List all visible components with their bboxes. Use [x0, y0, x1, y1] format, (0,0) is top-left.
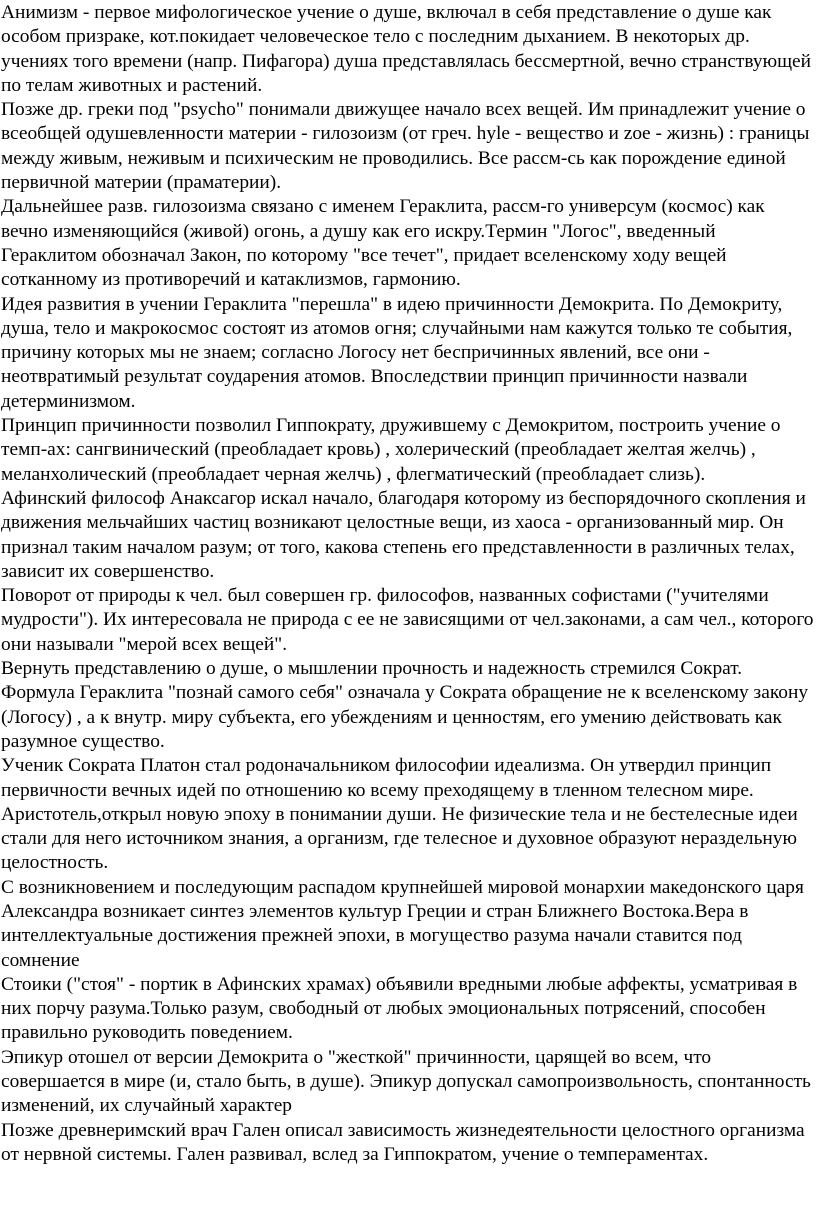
paragraph-socrates: Вернуть представлению о душе, о мышлении прочность и надежность стремился Сократ. Формула Гераклита "познай самого себя" означала у Сократа обращение не к вселенскому закону (Логосу) , а к внутр. миру субъекта, его убеждениям и ценностям, его умению действовать как разумное существо.	[1, 658, 809, 752]
paragraph-aristotle: Аристотель,открыл новую эпоху в понимании души. Не физические тела и не бестелесные идеи стали для него источником знания, а организм, где телесное и духовное образуют нераздельную целостность.	[1, 803, 798, 874]
paragraph-heraclitus: Дальнейшее разв. гилозоизма связано с именем Гераклита, рассм-го универсум (космос) как вечно изменяющийся (живой) огонь, а душу как его искру.Термин "Логос", введенный Гераклитом обозначал Закон, по которому "все течет", придает вселенскому ходу вещей сотканному из противоречий и катаклизмов, гармонию.	[1, 196, 765, 291]
paragraph-anaxagoras: Афинский философ Анаксагор искал начало, благодаря которому из беспорядочного скопления и движения мельчайших частиц возникают целостные вещи, из хаоса - организованный мир. Он признал таким началом разум; от того, какова степень его представленности в различных телах, зависит их совершенство.	[1, 487, 806, 582]
paragraph-stoics: Стоики ("стоя" - портик в Афинских храмах) объявили вредными любые аффекты, усматривая в них порчу разума.Только разум, свободный от любых эмоциональных потрясений, способен правильно руководить поведением.	[1, 973, 798, 1044]
paragraph-hellenism: С возникновением и последующим распадом крупнейшей мировой монархии македонского царя Александра возникает синтез элементов культур Греции и стран Ближнего Востока.Вера в интеллектуальные достижения прежней эпохи, в могущество разума начали ставится под сомнение	[1, 876, 804, 971]
paragraph-sophists: Поворот от природы к чел. был совершен гр. философов, названных софистами ("учителями мудрости"). Их интересовала не природа с ее не зависящими от чел.законами, а сам чел., которого они называли "мерой всех вещей".	[1, 585, 814, 655]
paragraph-psycho: Позже др. греки под "psycho" понимали движущее начало всех вещей. Им принадлежит учение о всеобщей одушевленности материи - гилозоизм (от греч. hyle - вещество и zoe - жизнь) : границы между живым, неживым и психическим не проводились. Все рассм-сь как порождение единой первичной материи (праматерии).	[1, 99, 810, 194]
paragraph-hippocrates: Принцип причинности позволил Гиппократу, дружившему с Демокритом, построить учение о темп-ах: сангвинический (преобладает кровь) , холерический (преобладает желтая желчь) , меланхолический (преобладает черная желчь) , флегматический (преобладает слизь).	[1, 415, 781, 485]
paragraph-galen: Позже древнеримский врач Гален описал зависимость жизнедеятельности целостного организма от нервной системы. Гален развивал, вслед за Гиппократом, учение о темпераментах.	[1, 1119, 805, 1165]
paragraph-epicurus: Эпикур отошел от версии Демокрита о "жесткой" причинности, царящей во всем, что совершается в мире (и, стало быть, в душе). Эпикур допускал самопроизвольность, спонтанность изменений, их случайный характер	[1, 1046, 811, 1117]
paragraph-animism: Анимизм - первое мифологическое учение о душе, включал в себя представление о душе как особом призраке, кот.покидает человеческое тело с последним дыханием. В некоторых др. учениях того времени (напр. Пифагора) душа представлялась бессмертной, вечно странствующей по телам животных и растений.	[1, 2, 811, 96]
paragraph-democritus: Идея развития в учении Гераклита "перешла" в идею причинности Демокрита. По Демокриту, душа, тело и макрокосмос состоят из атомов огня; случайными нам кажутся только те события, причину которых мы не знаем; согласно Логосу нет беспричинных явлений, все они - неотвратимый результат соударения атомов. Впоследствии принцип причинности назвали детерминизмом.	[1, 293, 793, 412]
paragraph-plato: Ученик Сократа Платон стал родоначальником философии идеализма. Он утвердил принцип первичности вечных идей по отношению ко всему преходящему в тленном телесном мире.	[1, 755, 772, 801]
